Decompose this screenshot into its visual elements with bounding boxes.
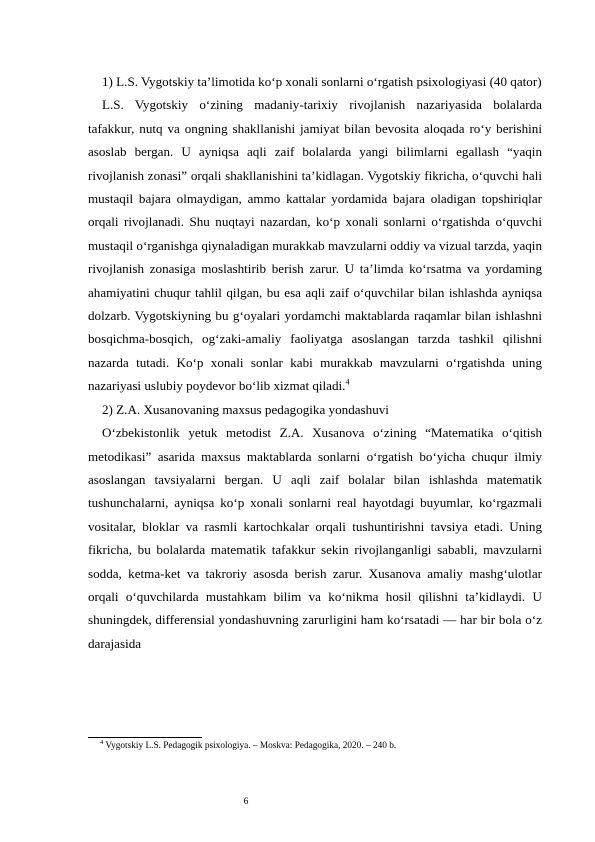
paragraph-vygotskiy — [88, 93, 542, 397]
footnote-divider — [88, 737, 202, 738]
footnote-reference[interactable]: 4 — [345, 377, 350, 387]
paragraph-vygotskiy-text: L.S. Vygotskiy o‘zining madaniy-tarixiy rivojlanish nazariyasida bolalarda tafakkur, nutq va ongning shakllanishi jamiyat bilan bevosita aloqada ro‘y berishini asoslab bergan. U ayniqsa aqli zaif bolalarda yangi bilimlarni egallash “yaqin rivojlanish zonasi” orqali shakllanishini ta’kidlagan. Vygotskiy fikricha, o‘quvchi hali mustaqil bajara olmaydigan, ammo kattalar yordamida bajara oladigan topshiriqlar orqali rivojlanadi. Shu nuqtayi nazardan, ko‘p xonali sonlarni o‘rgatishda o‘quvchi mustaqil o‘rganishga qiynaladigan murakkab mavzularni oddiy va vizual tarzda, yaqin rivojlanish zonasiga moslashtirib berish zarur. U ta’limda ko‘rsatma va yordaming ahamiyatini chuqur tahlil qilgan, bu esa aqli zaif o‘quvchilar bilan ishlashda ayniqsa dolzarb. Vygotskiyning bu g‘oyalari yordamchi maktablarda raqamlar bilan ishlashni bosqichma-bosqich, og‘zaki-amaliy faoliyatga asoslangan tarzda tashkil qilishni nazarda tutadi. Ko‘p xonali sonlar kabi murakkab mavzularni o‘rgatishda uning nazariyasi uslubiy poydevor bo‘lib xizmat qiladi. — [88, 97, 542, 394]
page-number: 6 — [243, 797, 249, 807]
section-heading-vygotskiy: 1) L.S. Vygotskiy ta’limotida ko‘p xonali sonlarni o‘rgatish psixologiyasi (40 qator) — [102, 74, 542, 89]
footnote — [100, 740, 540, 752]
paragraph-xusanova: O‘zbekistonlik yetuk metodist Z.A. Xusanova o‘zining “Matematika o‘qitish metodikasi” asarida maxsus maktablarda sonlarni o‘rgatish bo‘yicha chuqur ilmiy asoslangan tavsiyalarni bergan. U aqli zaif bolalar bilan ishlashda matematik tushunchalarni, ayniqsa ko‘p xonali sonlarni real hayotdagi buyumlar, ko‘rgazmali vositalar, bloklar va rasmli kartochkalar orqali tushuntirishni tavsiya etadi. Uning fikricha, bu bolalarda matematik tafakkur sekin rivojlanganligi sababli, mavzularni sodda, ketma-ket va takroriy asosda berish zarur. Xusanova amaliy mashg‘ulotlar orqali o‘quvchilarda mustahkam bilim va ko‘nikma hosil qilishni ta’kidlaydi. U shuningdek, differensial yondashuvning zarurligini ham ko‘rsatadi — har bir bola o‘z darajasida — [88, 425, 542, 651]
footnote-text: Vygotskiy L.S. Pedagogik psixologiya. – Moskva: Pedagogika, 2020. – 240 b. — [105, 741, 397, 751]
footnote-number: 4 — [100, 738, 104, 746]
section-heading-xusanova: 2) Z.A. Xusanovaning maxsus pedagogika yondashuvi — [102, 401, 389, 417]
main-text — [88, 70, 542, 655]
